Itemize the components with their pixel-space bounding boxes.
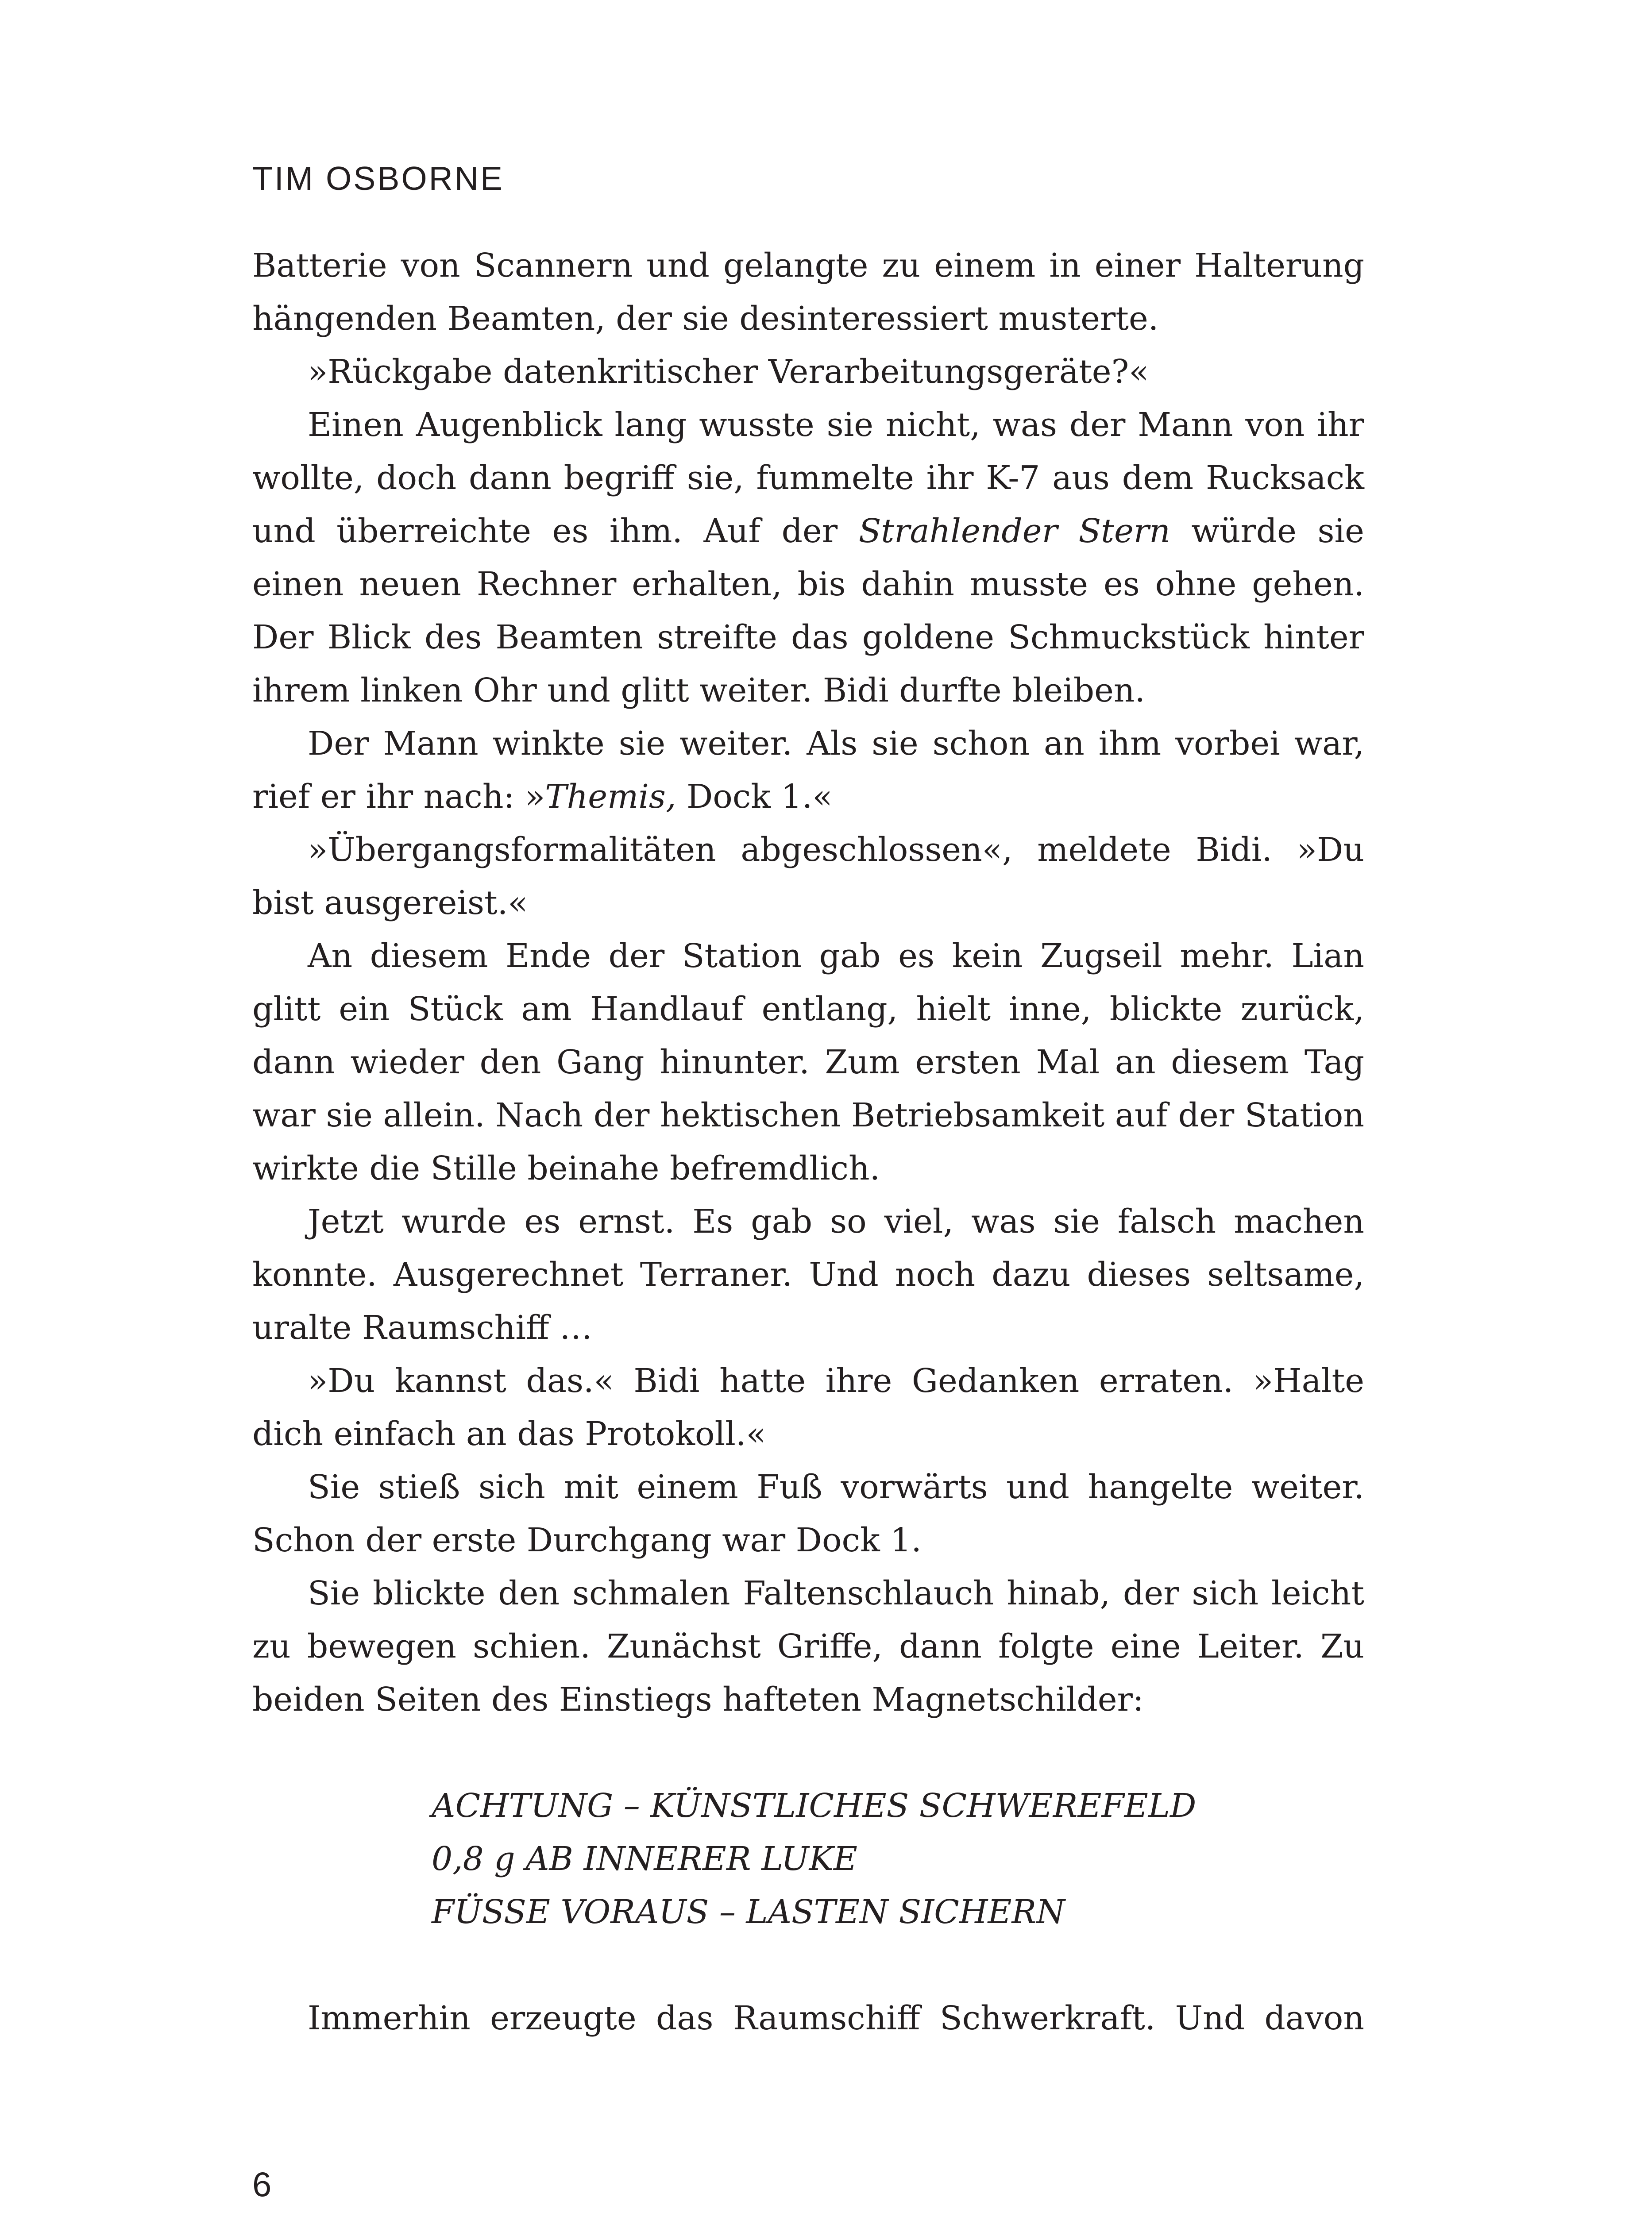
paragraph: Sie blickte den schmalen Faltenschlauch hinab, der sich leicht zu bewegen schien. Zunächst Griffe, dann folgte eine Leiter. Zu beiden Seiten des Einstiegs hafteten Magnetschilder:: [252, 1574, 1364, 1719]
ship-name: Strahlender Stern: [858, 512, 1170, 550]
sign-line: 0,8 g AB INNERER LUKE: [432, 1840, 857, 1878]
paragraph: An diesem Ende der Station gab es kein Zugseil mehr. Lian glitt ein Stück am Handlauf entlang, hielt inne, blickte zurück, dann wieder den Gang hinunter. Zum ersten Mal an diesem Tag war sie allein. Nach der hektischen Betriebsamkeit auf der Station wirkte die Stille beinahe befremdlich.: [252, 937, 1364, 1187]
paragraph: Jetzt wurde es ernst. Es gab so viel, was sie falsch machen konnte. Ausgerechnet Terraner. Und noch dazu dieses seltsame, uralte Raumschiff …: [252, 1203, 1364, 1347]
ship-name: Themis,: [545, 778, 676, 816]
sign-line: ACHTUNG – KÜNSTLICHES SCHWEREFELD: [432, 1787, 1197, 1825]
paragraph: »Du kannst das.« Bidi hatte ihre Gedanken erraten. »Halte dich einfach an das Protokoll.«: [252, 1362, 1364, 1453]
magnetic-sign-text: [432, 1779, 1364, 1939]
sign-line: FÜSSE VORAUS – LASTEN SICHERN: [432, 1893, 1065, 1931]
paragraph: »Rückgabe datenkritischer Verarbeitungsgeräte?«: [308, 353, 1149, 391]
page-number: 6: [252, 2165, 272, 2204]
paragraph: Der Mann winkte sie weiter. Als sie schon an ihm vorbei war, rief er ihr nach: »Themis, Dock 1.«: [252, 725, 1364, 816]
paragraph: Sie stieß sich mit einem Fuß vorwärts und hangelte weiter. Schon der erste Durchgang war Dock 1.: [252, 1468, 1364, 1559]
paragraph: Batterie von Scannern und gelangte zu einem in einer Halterung hängenden Beamten, der sie desinteressiert musterte.: [252, 247, 1364, 338]
paragraph: Einen Augenblick lang wusste sie nicht, was der Mann von ihr wollte, doch dann begriff sie, fummelte ihr K-7 aus dem Rucksack und überreichte es ihm. Auf der Strahlender Stern würde sie einen neuen Rechner erhalten, bis dahin musste es ohne gehen. Der Blick des Beamten streifte das goldene Schmuckstück hinter ihrem linken Ohr und glitt weiter. Bidi durfte bleiben.: [252, 406, 1364, 709]
body-text: [252, 239, 1364, 2045]
running-head: TIM OSBORNE: [252, 160, 505, 197]
paragraph: »Übergangsformalitäten abgeschlossen«, meldete Bidi. »Du bist ausgereist.«: [252, 831, 1364, 922]
paragraph: Immerhin erzeugte das Raumschiff Schwerkraft. Und davon: [308, 1999, 1364, 2037]
